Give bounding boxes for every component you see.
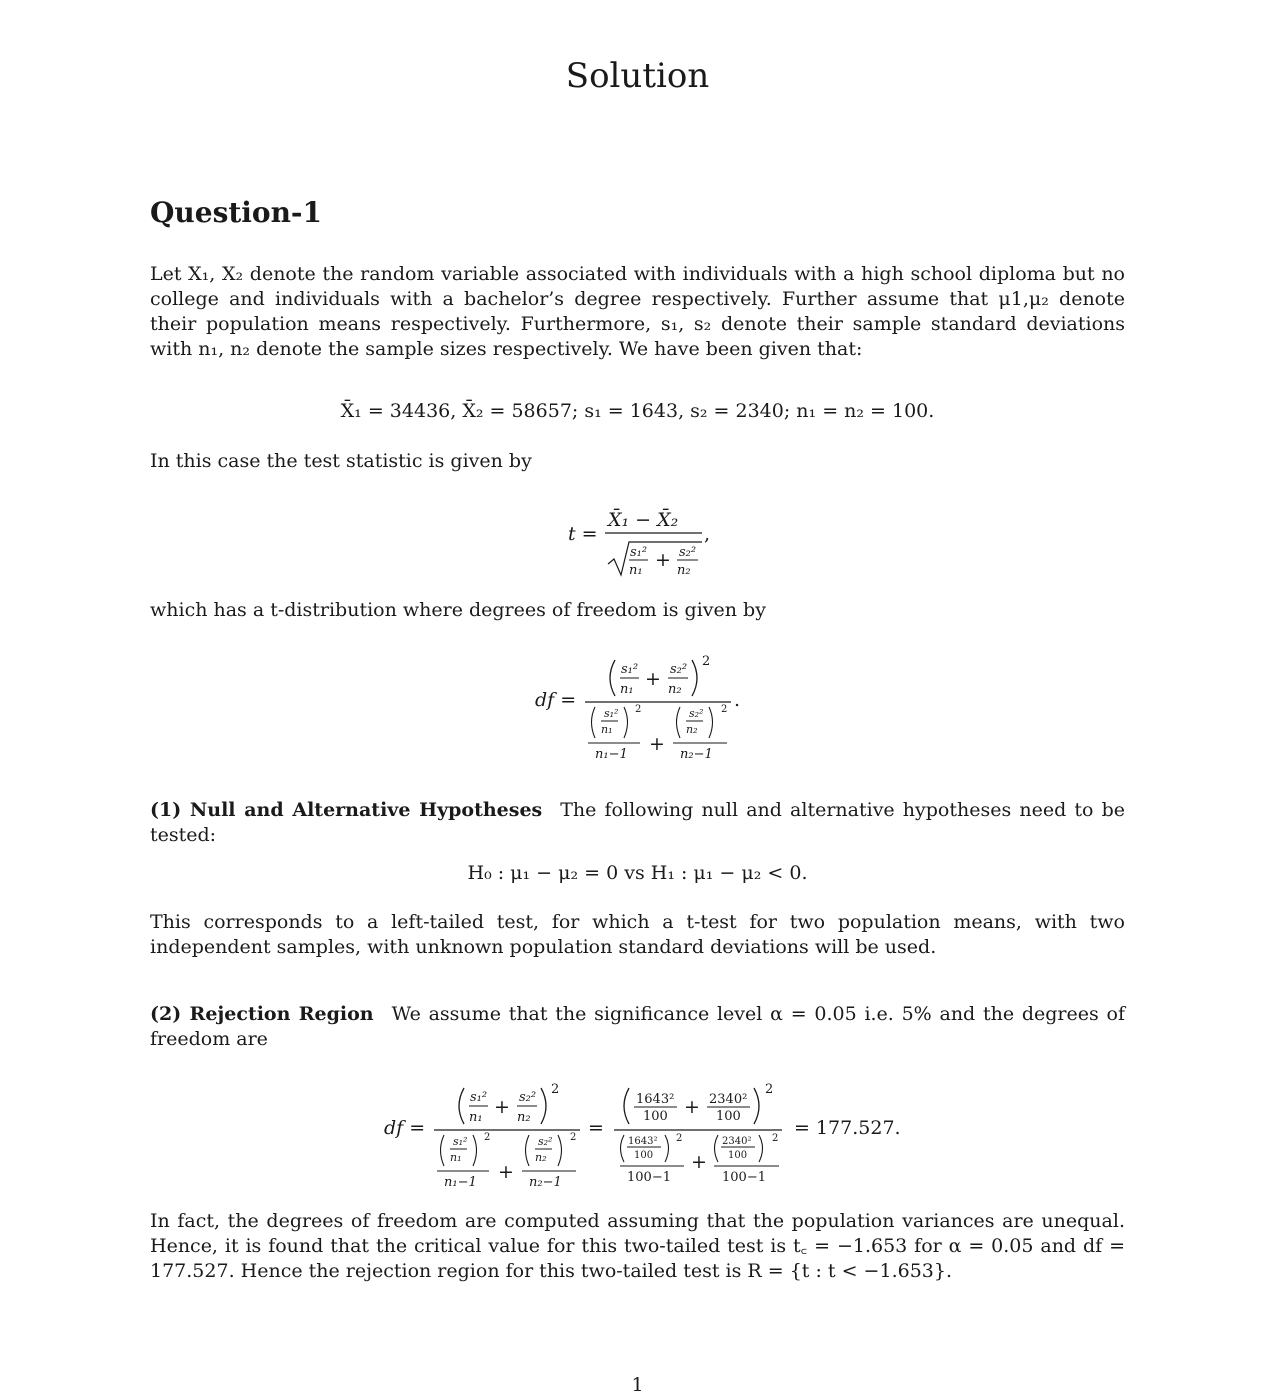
- dfn-exp-top: 2: [551, 1082, 560, 1097]
- df-trailing-period: .: [734, 689, 741, 711]
- dfn-den-right: 100−1: [722, 1170, 766, 1185]
- dfn-num-plus-top: +: [684, 1096, 700, 1118]
- df-n1: n₁: [620, 682, 634, 697]
- page-number: 1: [631, 1374, 644, 1396]
- df-numeric-formula: [384, 1078, 904, 1194]
- dfn-100a-top: 100: [643, 1109, 668, 1124]
- df-br-n2: n₂: [686, 723, 698, 736]
- df-s1sq: s₁²: [621, 662, 639, 677]
- dfn-num-exp-bl: 2: [676, 1133, 683, 1144]
- dfn-1643sq-top: 1643²: [636, 1092, 675, 1107]
- t-term1-den: n₁: [629, 563, 643, 578]
- dfn-den-left: 100−1: [627, 1170, 671, 1185]
- df-bl-s1sq: s₁²: [604, 707, 619, 720]
- df-plus-bottom: +: [649, 733, 665, 755]
- dfn-num-exp-top: 2: [765, 1082, 774, 1097]
- dfn-equals: =: [588, 1117, 604, 1139]
- dfn-s2sq: s₂²: [519, 1090, 537, 1105]
- page-title: Solution: [565, 56, 710, 96]
- df-bl-exp: 2: [635, 704, 642, 715]
- section2-heading: (2) Rejection Region: [150, 1003, 374, 1025]
- dfn-bl-exp: 2: [484, 1132, 491, 1143]
- t-lhs: t =: [568, 523, 598, 545]
- dfn-n2m1: n₂−1: [529, 1175, 562, 1190]
- dfn-100b-top: 100: [716, 1109, 741, 1124]
- dfn-plus-bottom: +: [498, 1161, 514, 1183]
- given-values-equation: X̄₁ = 34436, X̄₂ = 58657; s₁ = 1643, s₂ = 2340; n₁ = n₂ = 100.: [340, 400, 935, 422]
- dfn-2340sq-bottom: 2340²: [722, 1136, 752, 1147]
- dfn-n1m1: n₁−1: [444, 1175, 477, 1190]
- dfn-n1: n₁: [469, 1110, 483, 1125]
- dfn-plus-top: +: [494, 1096, 510, 1118]
- df-br-s2sq: s₂²: [689, 707, 704, 720]
- dfn-s1sq: s₁²: [470, 1090, 488, 1105]
- df-plus-top: +: [645, 668, 661, 690]
- df-n2: n₂: [668, 682, 682, 697]
- section1-followup: This corresponds to a left-tailed test, for which a t-test for two population means, with two independent samples, with unknown population standard deviations will be used.: [150, 911, 1125, 958]
- t-numerator: X̄₁ − X̄₂: [608, 509, 679, 531]
- dfn-br-s2sq: s₂²: [538, 1135, 553, 1148]
- dfn-1643sq-bottom: 1643²: [628, 1136, 658, 1147]
- question-heading: Question-1: [150, 196, 323, 229]
- df-intro: which has a t-distribution where degrees of freedom is given by: [150, 599, 766, 621]
- dfn-bl-n1: n₁: [450, 1151, 462, 1164]
- df-lhs: df =: [535, 689, 577, 711]
- t-term2-den: n₂: [677, 563, 691, 578]
- dfn-br-exp: 2: [570, 1132, 577, 1143]
- dfn-result: = 177.527.: [794, 1117, 901, 1139]
- df-n2m1: n₂−1: [680, 747, 713, 762]
- hypotheses-equation: H₀ : μ₁ − μ₂ = 0 vs H₁ : μ₁ − μ₂ < 0.: [467, 862, 808, 884]
- t-trailing-comma: ,: [704, 523, 711, 545]
- section1-paragraph: [150, 798, 1125, 848]
- t-term2-num: s₂²: [679, 545, 697, 560]
- section1-heading: (1) Null and Alternative Hypotheses: [150, 799, 543, 821]
- t-statistic-formula: [560, 502, 720, 582]
- section1-text: The following null and alternative hypotheses need to be tested:: [150, 799, 1125, 846]
- dfn-num-exp-br: 2: [772, 1133, 779, 1144]
- t-plus: +: [655, 549, 671, 571]
- df-br-exp: 2: [721, 704, 728, 715]
- df-bl-n1: n₁: [601, 723, 613, 736]
- intro-paragraph: Let X₁, X₂ denote the random variable associated with individuals with a high school diploma but no college and individuals with a bachelor’s degree respectively. Further assume that μ1,μ₂ denote their population means respectively. Furthermore, s₁, s₂ denote their sample standard deviations with n₁, n₂ denote the sample sizes respectively. We have been given that:: [150, 263, 1125, 360]
- dfn-bl-s1sq: s₁²: [453, 1135, 468, 1148]
- df-s2sq: s₂²: [670, 662, 688, 677]
- dfn-n2: n₂: [517, 1110, 531, 1125]
- dfn-br-n2: n₂: [535, 1151, 547, 1164]
- dfn-100b-bottom: 100: [728, 1150, 748, 1161]
- section2-conclusion: In fact, the degrees of freedom are computed assuming that the population variances are unequal. Hence, it is found that the critical value for this two-tailed test is t꜀ = −1.653 for α = 0.05 and df = 177.527. Hence the rejection region for this two-tailed test is R = {t : t < −1.653}.: [150, 1210, 1125, 1282]
- section2-text: We assume that the significance level α = 0.05 i.e. 5% and the degrees of freedom are: [150, 1003, 1125, 1050]
- dfn-lhs: df =: [384, 1117, 426, 1139]
- section2-paragraph: [150, 1002, 1125, 1052]
- dfn-2340sq-top: 2340²: [709, 1092, 748, 1107]
- df-exp-top: 2: [702, 654, 711, 669]
- df-formula: [535, 650, 745, 766]
- dfn-num-plus-bottom: +: [691, 1151, 707, 1173]
- df-n1m1: n₁−1: [595, 747, 628, 762]
- test-statistic-intro: In this case the test statistic is given by: [150, 450, 532, 472]
- t-term1-num: s₁²: [630, 545, 648, 560]
- dfn-100a-bottom: 100: [634, 1150, 654, 1161]
